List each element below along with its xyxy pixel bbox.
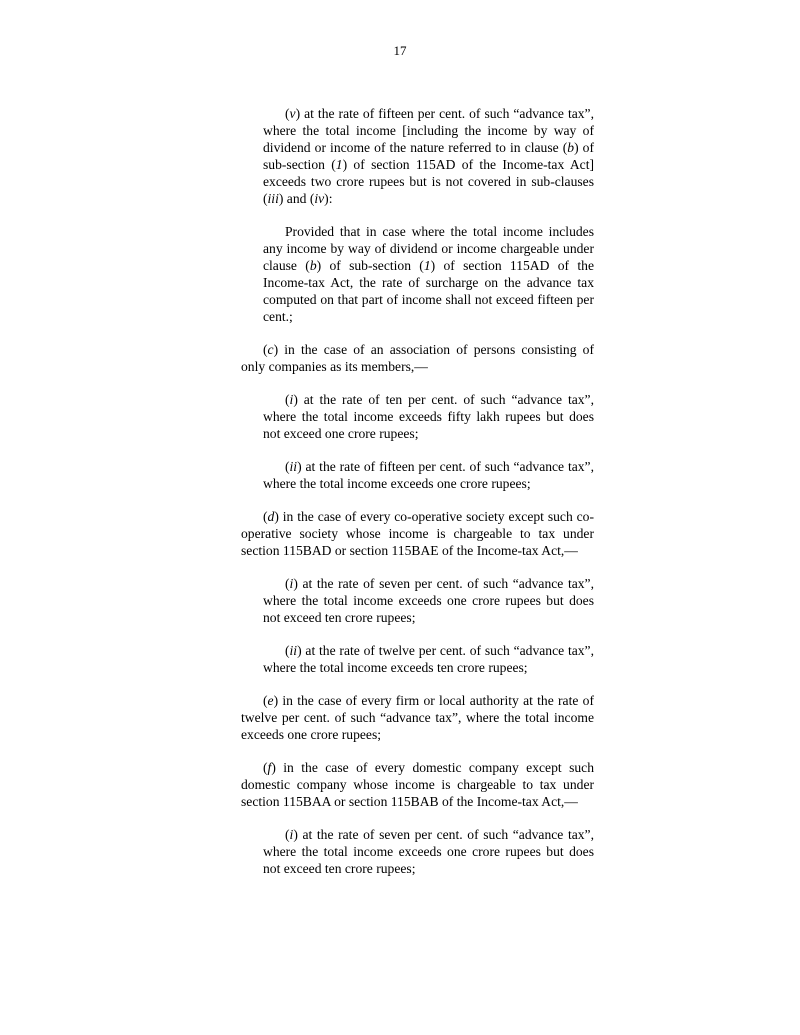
text-run: ) of section 115AD of the Income-tax Act] exceeds two crore rupees but is not covered in sub-clauses ( bbox=[263, 157, 594, 206]
sub-clause-paragraph bbox=[263, 575, 594, 626]
clause-paragraph bbox=[241, 692, 594, 743]
italic-clause-marker: ii bbox=[289, 643, 298, 658]
text-run: ) of section 115AD of the Income-tax Act, the rate of surcharge on the advance tax computed on that part of income shall not exceed fifteen per cent.; bbox=[263, 258, 594, 324]
text-run: ) at the rate of fifteen per cent. of such “advance tax”, where the total income exceeds one crore rupees; bbox=[263, 459, 594, 491]
italic-clause-marker: v bbox=[289, 106, 296, 121]
text-run: ): bbox=[324, 191, 333, 206]
sub-clause-paragraph bbox=[263, 826, 594, 877]
italic-clause-marker: i bbox=[289, 392, 294, 407]
text-run: ) in the case of every firm or local authority at the rate of twelve per cent. of such “advance tax”, where the total income exceeds one crore rupees; bbox=[241, 693, 594, 742]
text-run: ( bbox=[263, 509, 268, 524]
text-run: ) at the rate of ten per cent. of such “advance tax”, where the total income exceeds fifty lakh rupees but does not exceed one crore rupees; bbox=[263, 392, 594, 441]
text-run: ) in the case of every co-operative society except such co-operative society whose income is chargeable to tax under section 115BAD or section 115BAE of the Income-tax Act,— bbox=[241, 509, 594, 558]
text-run: ) at the rate of twelve per cent. of such “advance tax”, where the total income exceeds ten crore rupees; bbox=[263, 643, 594, 675]
italic-clause-marker: e bbox=[267, 693, 274, 708]
text-run: ) of sub-section ( bbox=[316, 258, 424, 273]
italic-clause-marker: iii bbox=[267, 191, 279, 206]
italic-clause-marker: d bbox=[267, 509, 275, 524]
text-run: ( bbox=[263, 693, 268, 708]
clause-paragraph bbox=[241, 759, 594, 810]
sub-clause-paragraph bbox=[263, 105, 594, 207]
text-run: ) and ( bbox=[278, 191, 315, 206]
page-number: 17 bbox=[393, 43, 407, 58]
text-run: ( bbox=[285, 576, 290, 591]
text-run: Provided that in case where the total income includes any income by way of dividend or income chargeable under clause ( bbox=[263, 224, 594, 273]
italic-clause-marker: b bbox=[567, 140, 575, 155]
sub-clause-paragraph bbox=[263, 458, 594, 492]
text-run: ) of sub-section ( bbox=[263, 140, 594, 172]
italic-clause-marker: b bbox=[309, 258, 317, 273]
text-run: ( bbox=[263, 342, 268, 357]
text-run: ) at the rate of fifteen per cent. of such “advance tax”, where the total income [including the income by way of dividend or income of the nature referred to in clause ( bbox=[263, 106, 594, 155]
sub-clause-paragraph bbox=[263, 223, 594, 325]
italic-clause-marker: ii bbox=[289, 459, 298, 474]
italic-clause-marker: i bbox=[289, 827, 294, 842]
italic-clause-marker: 1 bbox=[335, 157, 343, 172]
italic-clause-marker: f bbox=[267, 760, 272, 775]
text-run: ( bbox=[285, 643, 290, 658]
sub-clause-paragraph bbox=[263, 642, 594, 676]
text-run: ) at the rate of seven per cent. of such “advance tax”, where the total income exceeds one crore rupees but does not exceed ten crore rupees; bbox=[263, 827, 594, 876]
text-run: ) in the case of every domestic company except such domestic company whose income is chargeable to tax under section 115BAA or section 115BAB of the Income-tax Act,— bbox=[241, 760, 594, 809]
text-run: ( bbox=[285, 392, 290, 407]
clause-paragraph bbox=[241, 341, 594, 375]
sub-clause-paragraph bbox=[263, 391, 594, 442]
text-run: ( bbox=[285, 106, 290, 121]
italic-clause-marker: i bbox=[289, 576, 294, 591]
document-body bbox=[241, 105, 594, 877]
text-run: ) in the case of an association of persons consisting of only companies as its members,— bbox=[241, 342, 594, 374]
text-run: ( bbox=[285, 827, 290, 842]
italic-clause-marker: 1 bbox=[423, 258, 431, 273]
text-run: ( bbox=[263, 760, 268, 775]
text-run: ) at the rate of seven per cent. of such “advance tax”, where the total income exceeds one crore rupees but does not exceed ten crore rupees; bbox=[263, 576, 594, 625]
text-run: ( bbox=[285, 459, 290, 474]
clause-paragraph bbox=[241, 508, 594, 559]
italic-clause-marker: c bbox=[267, 342, 274, 357]
italic-clause-marker: iv bbox=[314, 191, 325, 206]
